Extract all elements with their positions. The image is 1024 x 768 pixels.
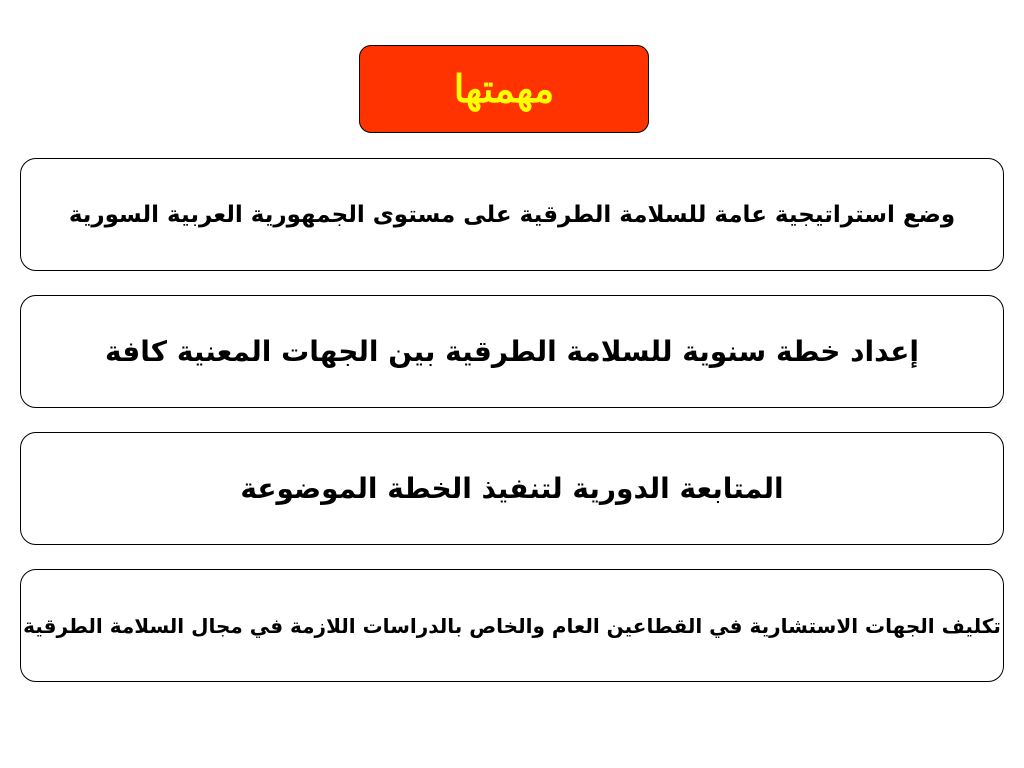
task-item-3-text: المتابعة الدورية لتنفيذ الخطة الموضوعة xyxy=(240,472,784,505)
title-box xyxy=(359,45,649,133)
task-item-2 xyxy=(20,295,1004,408)
task-item-2-text: إعداد خطة سنوية للسلامة الطرقية بين الجهات المعنية كافة xyxy=(104,335,920,368)
task-item-4-text: تكليف الجهات الاستشارية في القطاعين العام والخاص بالدراسات اللازمة في مجال السلامة الطرقية xyxy=(23,613,1001,638)
task-item-4 xyxy=(20,569,1004,682)
task-item-1 xyxy=(20,158,1004,271)
task-item-3 xyxy=(20,432,1004,545)
task-item-1-text: وضع استراتيجية عامة للسلامة الطرقية على مستوى الجمهورية العربية السورية xyxy=(68,201,956,228)
slide-title: مهمتها xyxy=(453,66,555,111)
